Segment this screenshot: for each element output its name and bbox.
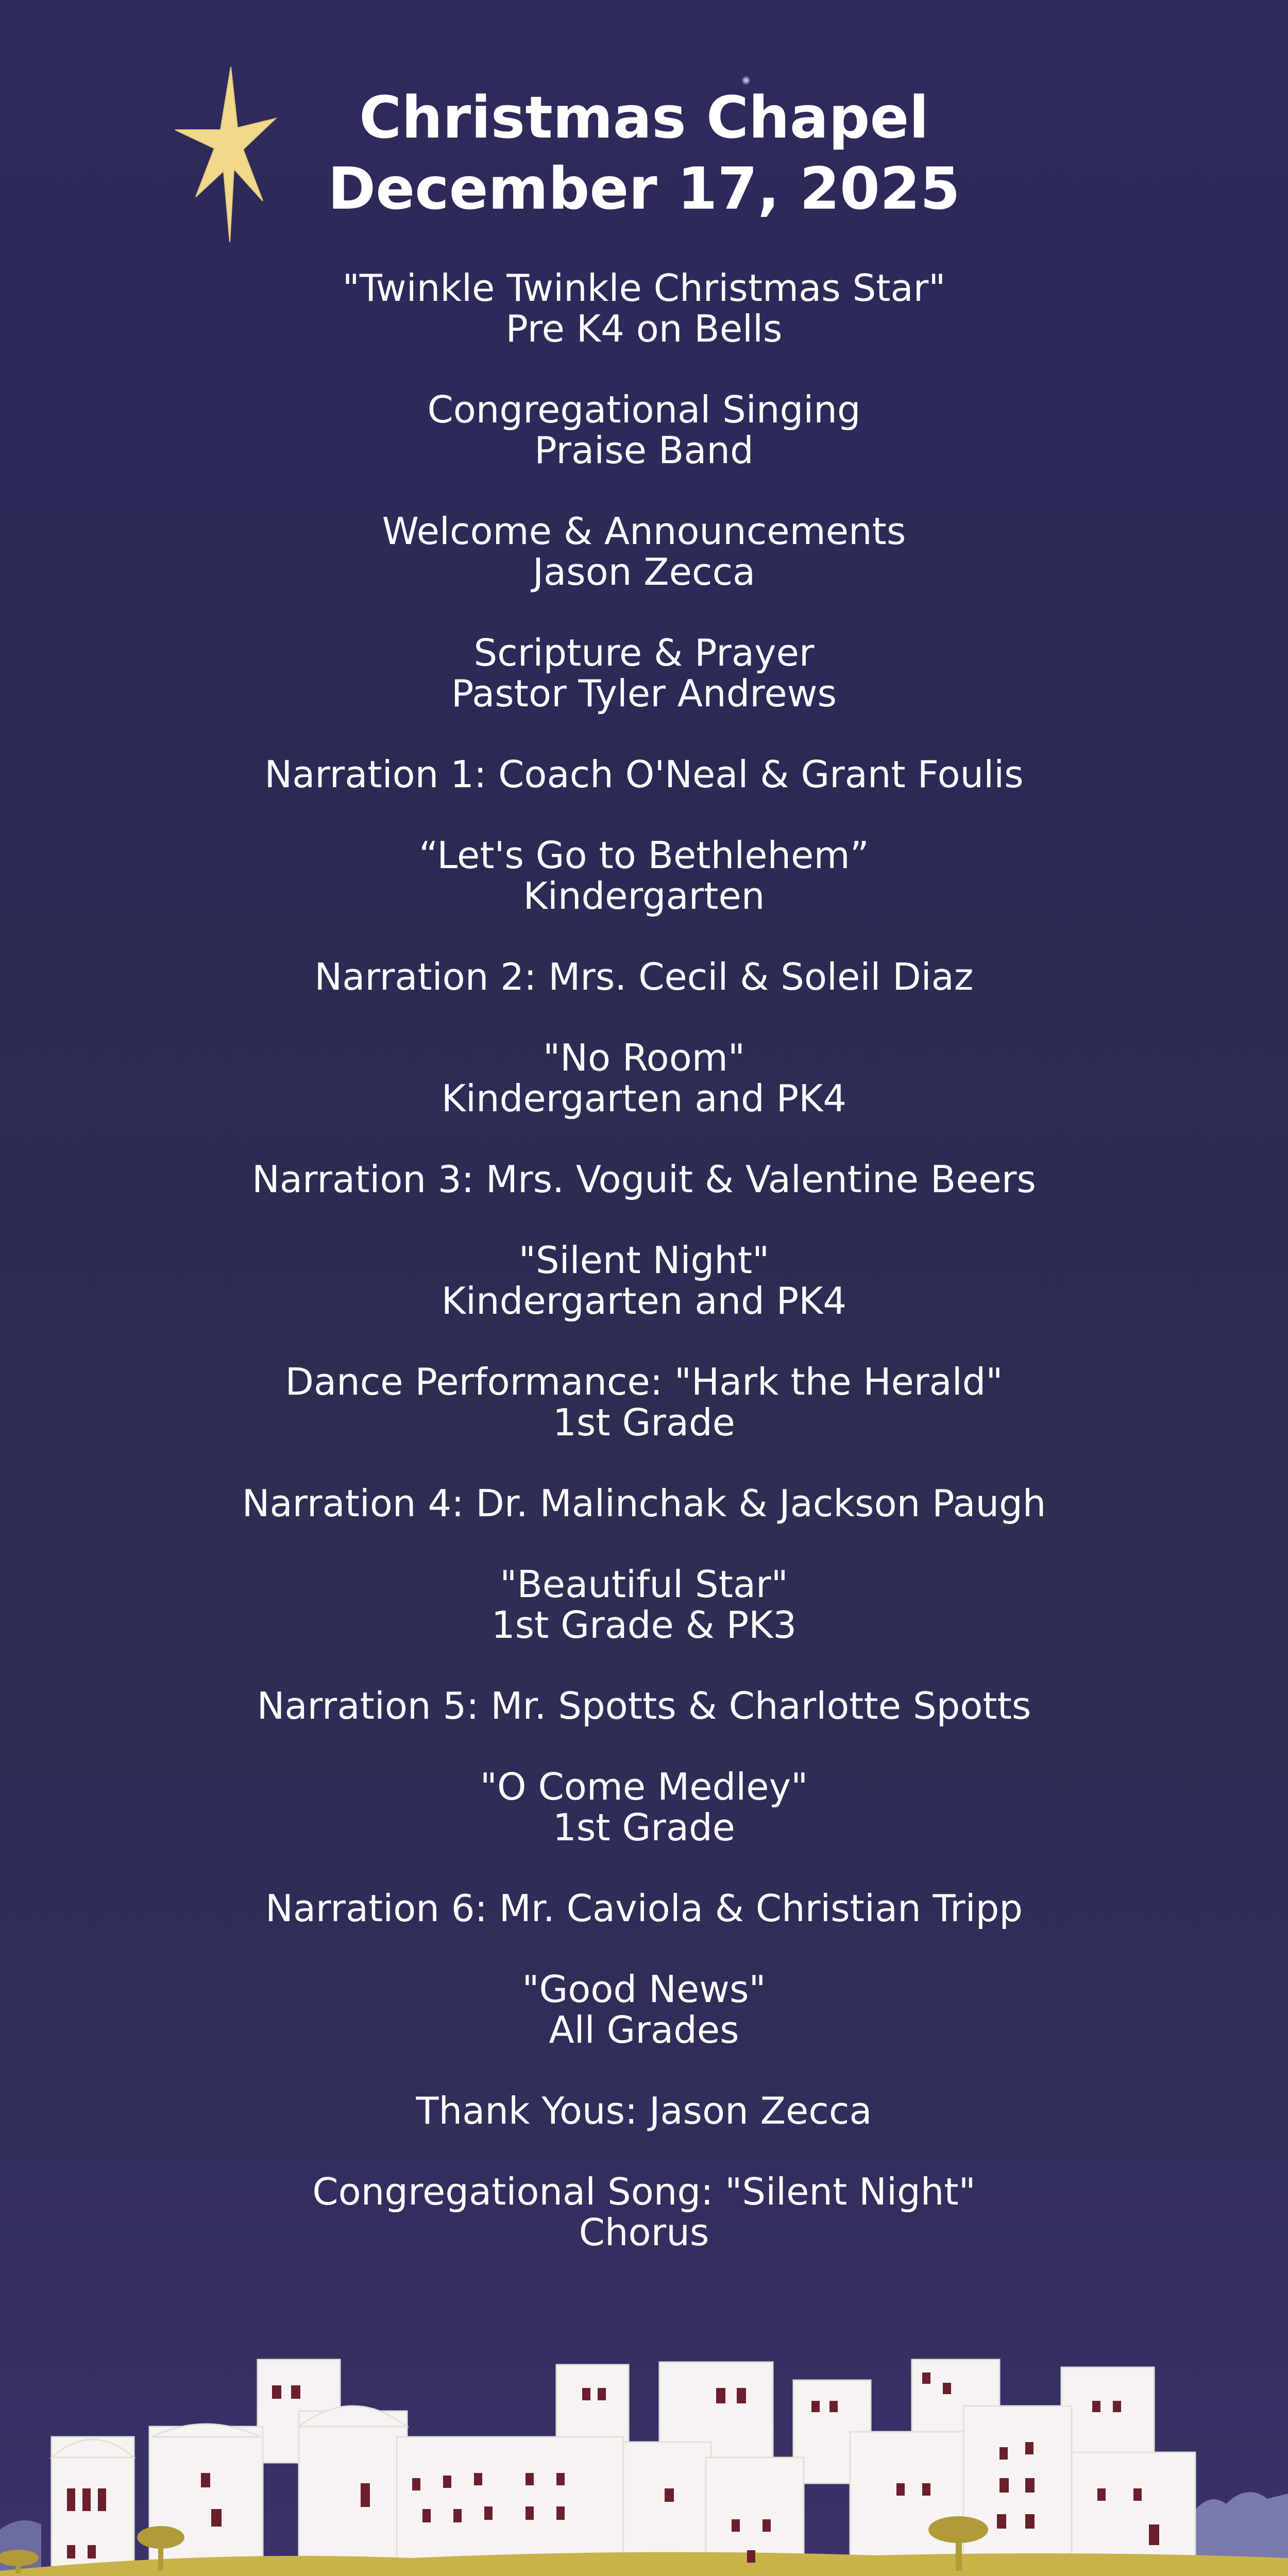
program-item-performer: 1st Grade (553, 1401, 735, 1444)
program-item-title: Welcome & Announcements (382, 510, 906, 553)
program-item (0, 754, 1288, 795)
program-item (0, 1767, 1288, 1848)
program-item (0, 1240, 1288, 1321)
program-item (0, 1686, 1288, 1726)
program-item (0, 1564, 1288, 1646)
program-item (0, 1483, 1288, 1524)
program-item (0, 2172, 1288, 2253)
program-item-title: "Beautiful Star" (500, 1563, 788, 1606)
program-item-performer: Kindergarten and PK4 (441, 1077, 847, 1120)
program-item (0, 268, 1288, 349)
program-item-title: "No Room" (543, 1036, 745, 1079)
program-item (0, 957, 1288, 997)
program-item (0, 835, 1288, 917)
program-item-title: Congregational Song: "Silent Night" (312, 2170, 976, 2213)
program-item-performer: Praise Band (534, 429, 754, 472)
program-item-performer: Pre K4 on Bells (505, 307, 783, 350)
program-item (0, 389, 1288, 471)
program-item-title: Congregational Singing (427, 388, 861, 431)
program-item-title: Narration 5: Mr. Spotts & Charlotte Spotts (257, 1684, 1031, 1727)
program-item-title: Scripture & Prayer (473, 631, 815, 674)
program-item-title: "O Come Medley" (480, 1765, 808, 1808)
program-item-title: Narration 2: Mrs. Cecil & Soleil Diaz (314, 955, 974, 998)
program-item-performer: Pastor Tyler Andrews (451, 672, 837, 715)
program-item (0, 633, 1288, 714)
program-item-title: Narration 6: Mr. Caviola & Christian Tripp (265, 1887, 1023, 1930)
program-item-performer: Chorus (579, 2211, 709, 2254)
program-list (0, 268, 1288, 2293)
program-item-title: Dance Performance: "Hark the Herald" (285, 1360, 1003, 1403)
program-item-title: Narration 4: Dr. Malinchak & Jackson Paugh (242, 1482, 1046, 1525)
program-item-title: "Silent Night" (518, 1239, 770, 1282)
program-item-performer: 1st Grade & PK3 (491, 1603, 797, 1647)
program-item-title: “Let's Go to Bethlehem” (419, 834, 869, 877)
program-item (0, 1888, 1288, 1929)
program-item-performer: Jason Zecca (532, 550, 756, 594)
title-line-1: Christmas Chapel (359, 84, 929, 151)
title-line-2: December 17, 2025 (328, 156, 960, 223)
program-item (0, 1969, 1288, 2050)
program-item-title: "Good News" (522, 1968, 766, 2011)
program-item-performer: 1st Grade (553, 1806, 735, 1849)
program-item-performer: Kindergarten (523, 874, 765, 918)
program-item (0, 2091, 1288, 2131)
program-item (0, 1159, 1288, 1200)
page-title (0, 82, 1288, 225)
bethlehem-town-illustration (0, 2354, 1288, 2576)
program-item (0, 511, 1288, 592)
program-item-title: Thank Yous: Jason Zecca (416, 2089, 872, 2132)
program-item-title: Narration 3: Mrs. Voguit & Valentine Beers (252, 1158, 1036, 1201)
program-item-title: Narration 1: Coach O'Neal & Grant Foulis (264, 753, 1024, 796)
program-item-performer: Kindergarten and PK4 (441, 1279, 847, 1323)
program-item (0, 1362, 1288, 1443)
program-item-title: "Twinkle Twinkle Christmas Star" (342, 266, 946, 310)
program-item (0, 1038, 1288, 1119)
program-item-performer: All Grades (549, 2008, 739, 2052)
